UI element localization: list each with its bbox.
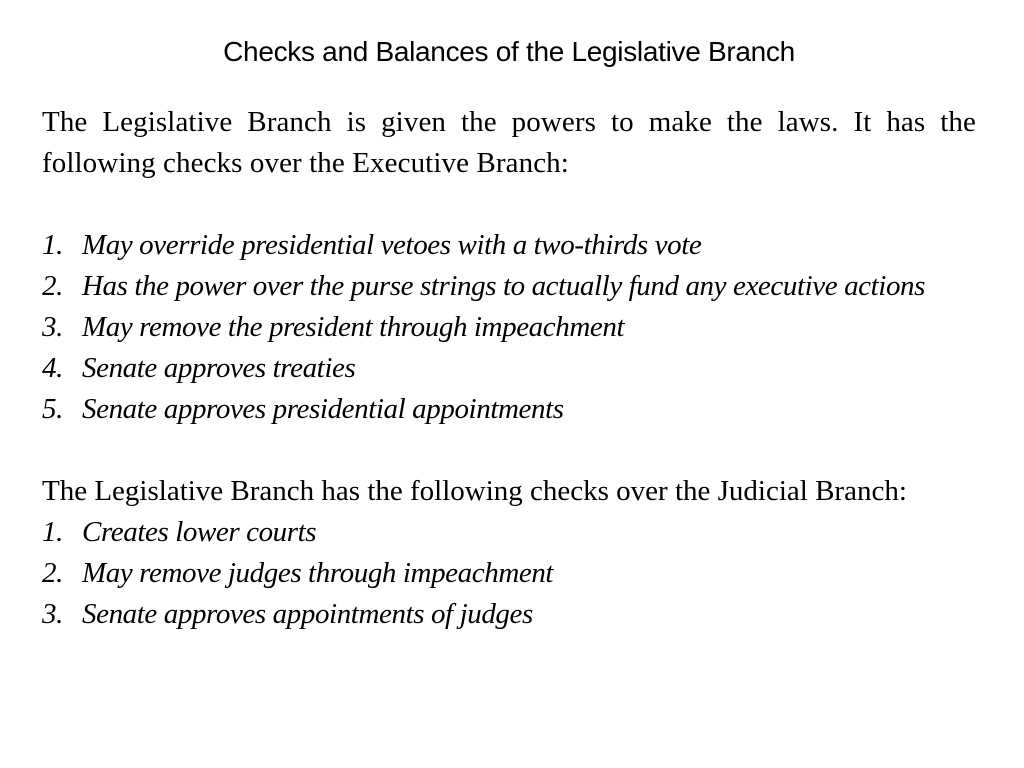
list-text: Senate approves presidential appointments xyxy=(82,393,564,425)
judicial-checks-list xyxy=(42,512,976,635)
list-number: 3. xyxy=(42,311,63,343)
spacer xyxy=(42,184,976,225)
list-item xyxy=(42,225,976,266)
list-number: 3. xyxy=(42,598,63,630)
judicial-intro: The Legislative Branch has the following checks over the Judicial Branch: xyxy=(42,475,907,507)
slide-title: Checks and Balances of the Legislative Branch xyxy=(223,36,795,67)
list-item xyxy=(42,553,976,594)
spacer xyxy=(42,430,976,471)
slide-body xyxy=(42,102,976,635)
executive-intro: The Legislative Branch is given the powers to make the laws. It has the following checks over the Executive Branch: xyxy=(42,106,976,179)
list-number: 5. xyxy=(42,393,63,425)
list-item xyxy=(42,389,976,430)
list-number: 2. xyxy=(42,270,63,302)
list-number: 2. xyxy=(42,557,63,589)
list-text: May remove the president through impeachment xyxy=(82,311,625,343)
list-text: Senate approves treaties xyxy=(82,352,356,384)
list-text: Has the power over the purse strings to actually fund any executive actions xyxy=(82,270,926,302)
executive-checks-list xyxy=(42,225,976,430)
list-text: Creates lower courts xyxy=(82,516,317,548)
list-number: 1. xyxy=(42,229,63,261)
list-item xyxy=(42,348,976,389)
list-item xyxy=(42,307,976,348)
list-number: 4. xyxy=(42,352,63,384)
list-item xyxy=(42,512,976,553)
list-text: May override presidential vetoes with a two-thirds vote xyxy=(82,229,702,261)
list-item xyxy=(42,266,976,307)
list-item xyxy=(42,594,976,635)
list-number: 1. xyxy=(42,516,63,548)
list-text: Senate approves appointments of judges xyxy=(82,598,533,630)
list-text: May remove judges through impeachment xyxy=(82,557,554,589)
